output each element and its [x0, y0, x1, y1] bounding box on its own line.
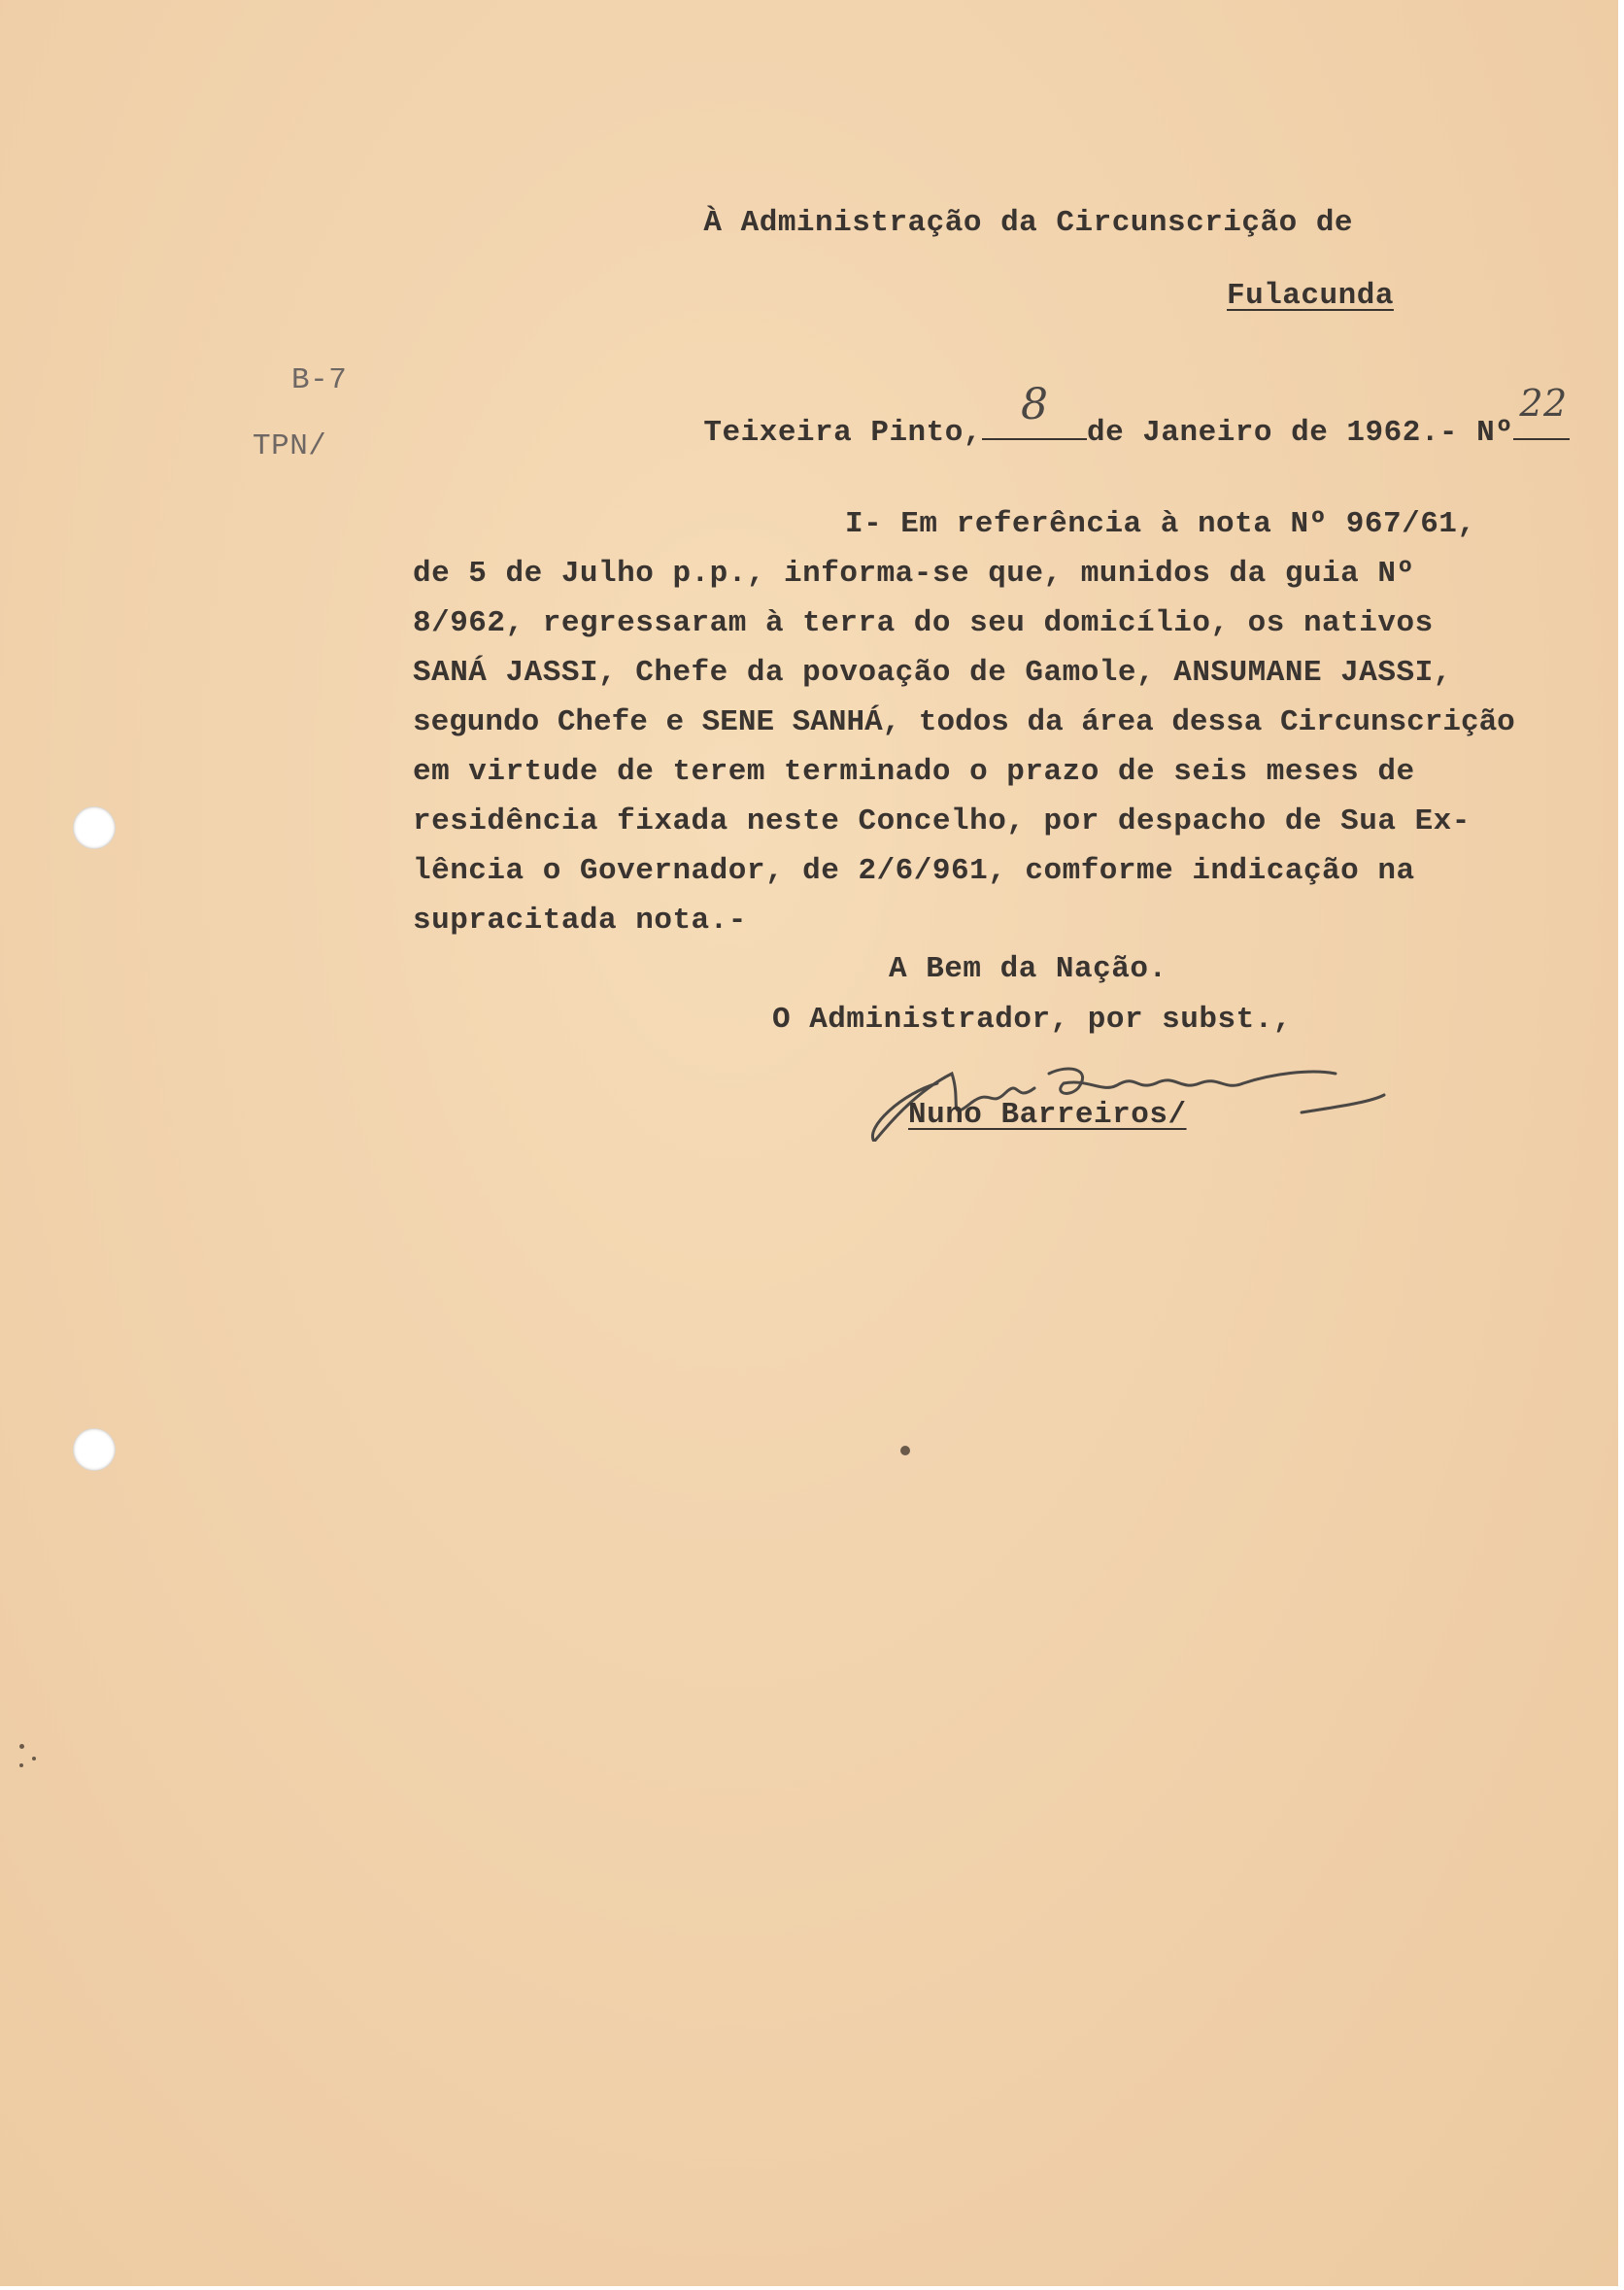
addressee-place: Fulacunda	[1227, 279, 1394, 313]
punch-hole-top	[73, 806, 116, 849]
paper-speck	[900, 1446, 910, 1455]
body-line: SANÁ JASSI, Chefe da povoação de Gamole, ANSUMANE JASSI,	[413, 656, 1452, 690]
closing-role: O Administrador, por subst.,	[772, 1003, 1292, 1037]
margin-ref-series: TPN/	[253, 429, 327, 463]
paper-speck	[19, 1763, 23, 1767]
punch-hole-bottom	[73, 1428, 116, 1471]
page-edge-bottom	[0, 2286, 1624, 2290]
page-edge-right	[1618, 0, 1624, 2290]
addressee-line-text: À Administração da Circunscrição de	[703, 206, 1354, 240]
closing-salutation: A Bem da Nação.	[889, 952, 1167, 986]
body-line: lência o Governador, de 2/6/961, comforme indicação na	[413, 854, 1415, 888]
day-blank	[982, 380, 1087, 440]
body-line: 8/962, regressaram à terra do seu domicílio, os nativos	[413, 606, 1434, 640]
dateline-month-year: de Janeiro de 1962.- Nº	[1086, 416, 1514, 450]
paper-speck	[32, 1757, 36, 1760]
number-blank	[1513, 382, 1570, 440]
signature-name: Nuno Barreiros/	[908, 1098, 1187, 1132]
body-line: supracitada nota.-	[413, 904, 747, 938]
body-line: I- Em referência à nota Nº 967/61,	[845, 507, 1476, 541]
body-line: de 5 de Julho p.p., informa-se que, munidos da guia Nº	[413, 557, 1415, 591]
margin-ref-code: B-7	[291, 363, 348, 397]
addressee-line	[629, 165, 1353, 282]
dateline-place: Teixeira Pinto,	[703, 416, 982, 450]
body-line: segundo Chefe e SENE SANHÁ, todos da área dessa Circunscrição	[413, 705, 1515, 739]
body-line: residência fixada neste Concelho, por despacho de Sua Ex-	[413, 804, 1471, 838]
day-handwritten: 8	[1020, 380, 1049, 429]
dateline	[629, 374, 1570, 492]
number-handwritten: 22	[1519, 382, 1568, 425]
paper-speck	[19, 1744, 24, 1749]
body-line: em virtude de terem terminado o prazo de seis meses de	[413, 755, 1415, 789]
